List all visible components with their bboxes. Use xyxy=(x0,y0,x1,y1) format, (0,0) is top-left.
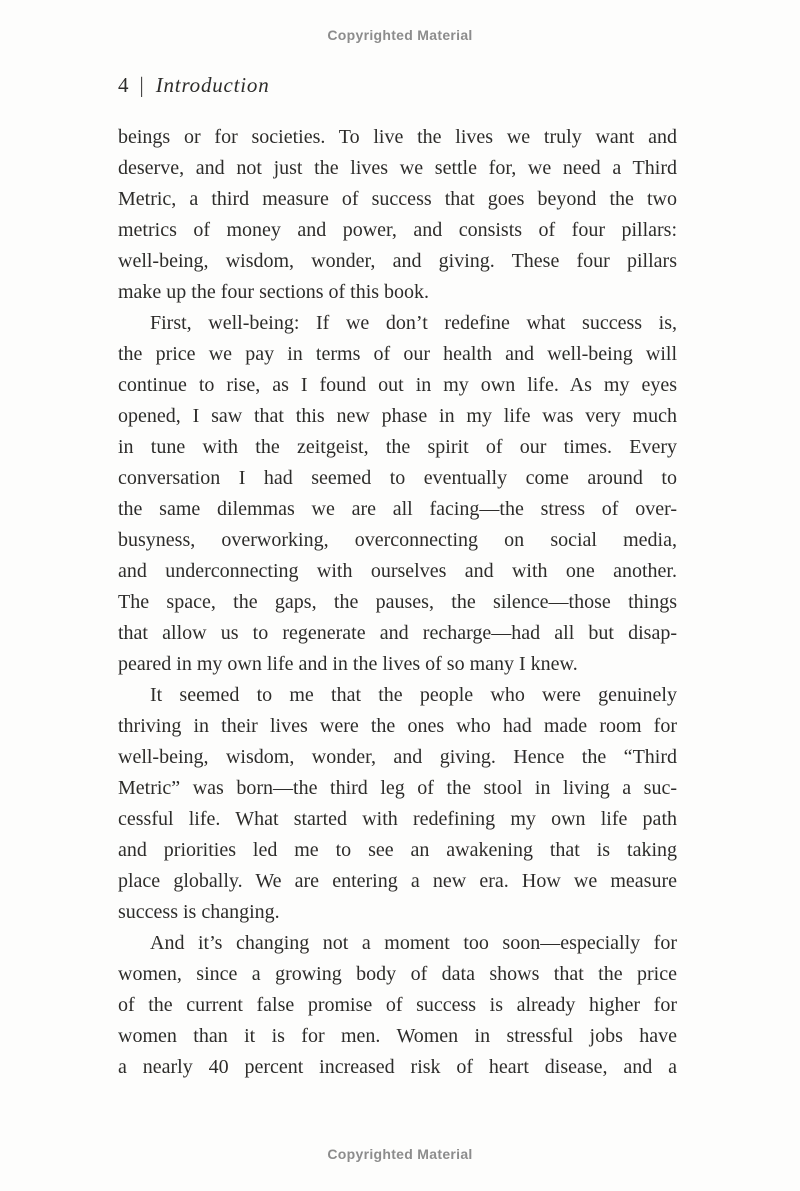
copyright-watermark-top: Copyrighted Material xyxy=(327,27,473,43)
text-line: opened, I saw that this new phase in my life was very much xyxy=(118,405,677,427)
copyright-watermark-bottom: Copyrighted Material xyxy=(327,1146,473,1162)
text-line: that allow us to regenerate and recharge—had all but disap- xyxy=(118,622,677,644)
text-line: well-being, wisdom, wonder, and giving. Hence the “Third xyxy=(118,746,677,768)
chapter-title: Introduction xyxy=(155,73,270,97)
text-line: place globally. We are entering a new era. How we measure xyxy=(118,870,677,892)
text-line: women, since a growing body of data shows that the price xyxy=(118,963,677,985)
text-line: continue to rise, as I found out in my own life. As my eyes xyxy=(118,374,677,396)
text-line: the price we pay in terms of our health and well-being will xyxy=(118,343,677,365)
text-line: deserve, and not just the lives we settle for, we need a Third xyxy=(118,157,677,179)
text-line: thriving in their lives were the ones who had made room for xyxy=(118,715,677,737)
text-line: conversation I had seemed to eventually come around to xyxy=(118,467,677,489)
text-line: Metric, a third measure of success that goes beyond the two xyxy=(118,188,677,210)
text-line: well-being, wisdom, wonder, and giving. These four pillars xyxy=(118,250,677,272)
text-line: make up the four sections of this book. xyxy=(118,281,430,303)
text-line: busyness, overworking, overconnecting on social media, xyxy=(118,529,677,551)
text-line: And it’s changing not a moment too soon—especially for xyxy=(150,932,677,954)
text-line: in tune with the zeitgeist, the spirit of our times. Every xyxy=(118,436,677,458)
text-line: The space, the gaps, the pauses, the silence—those things xyxy=(118,591,677,613)
paragraph xyxy=(118,122,677,308)
text-line: and priorities led me to see an awakening that is taking xyxy=(118,839,677,861)
text-line: It seemed to me that the people who were genuinely xyxy=(150,684,677,706)
header-separator: | xyxy=(139,72,144,98)
paragraph xyxy=(118,928,677,1083)
text-line: Metric” was born—the third leg of the stool in living a suc- xyxy=(118,777,677,799)
text-line: the same dilemmas we are all facing—the stress of over- xyxy=(118,498,677,520)
text-line: beings or for societies. To live the lives we truly want and xyxy=(118,126,677,148)
paragraph xyxy=(118,680,677,928)
paragraph xyxy=(118,308,677,680)
text-line: success is changing. xyxy=(118,901,280,923)
page-number: 4 xyxy=(118,73,129,97)
text-line: metrics of money and power, and consists of four pillars: xyxy=(118,219,677,241)
text-line: of the current false promise of success is already higher for xyxy=(118,994,677,1016)
text-block xyxy=(118,122,677,1083)
text-line: cessful life. What started with redefining my own life path xyxy=(118,808,677,830)
text-line: a nearly 40 percent increased risk of heart disease, and a xyxy=(118,1056,677,1078)
text-line: peared in my own life and in the lives of so many I knew. xyxy=(118,653,578,675)
text-line: First, well-being: If we don’t redefine what success is, xyxy=(150,312,677,334)
running-header xyxy=(118,73,270,98)
text-line: and underconnecting with ourselves and with one another. xyxy=(118,560,677,582)
text-line: women than it is for men. Women in stressful jobs have xyxy=(118,1025,677,1047)
